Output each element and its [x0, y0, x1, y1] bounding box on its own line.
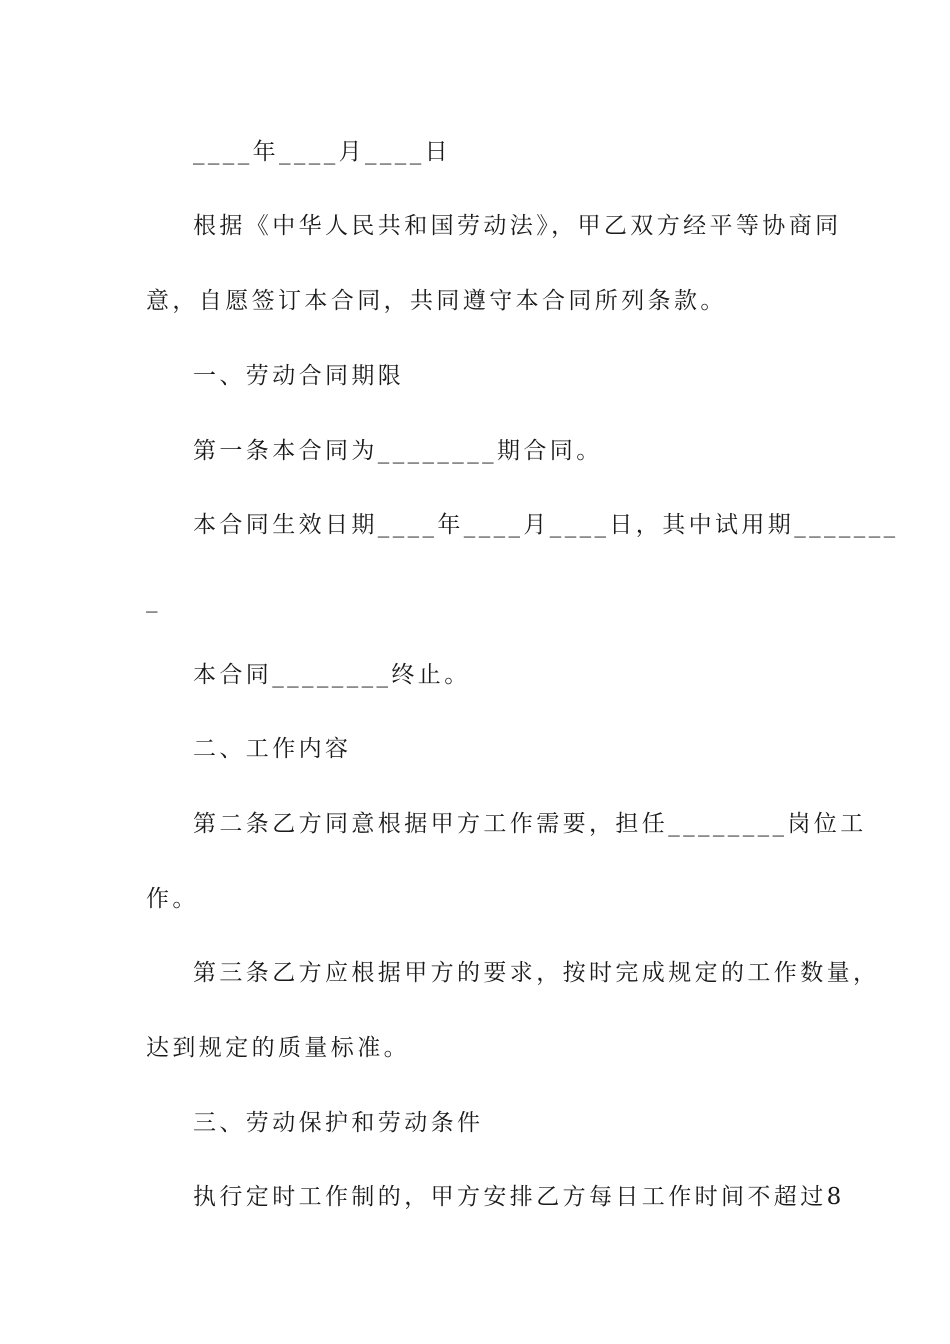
section-1-heading: 一、劳动合同期限 [193, 363, 405, 389]
article-3-line-1: 第三条乙方应根据甲方的要求，按时完成规定的工作数量， [193, 960, 880, 986]
preamble-line-2: 意，自愿签订本合同，共同遵守本合同所列条款。 [146, 288, 727, 314]
termination-line: 本合同________终止。 [193, 662, 471, 688]
article-1-line: 第一条本合同为________期合同。 [193, 438, 603, 464]
preamble-line-1: 根据《中华人民共和国劳动法》，甲乙双方经平等协商同 [193, 213, 842, 239]
section-2-heading: 二、工作内容 [193, 736, 352, 762]
section-3-heading: 三、劳动保护和劳动条件 [193, 1110, 484, 1136]
article-2-line-2: 作。 [146, 886, 199, 912]
date-line: ____年____月____日 [193, 139, 451, 165]
article-3-line-2: 达到规定的质量标准。 [146, 1035, 410, 1061]
article-2-line-1: 第二条乙方同意根据甲方工作需要，担任________岗位工 [193, 811, 867, 837]
effective-date-line: 本合同生效日期____年____月____日，其中试用期_______ [193, 512, 899, 538]
effective-date-continuation: _ [146, 587, 161, 613]
working-hours-line: 执行定时工作制的，甲方安排乙方每日工作时间不超过8 [193, 1184, 845, 1210]
